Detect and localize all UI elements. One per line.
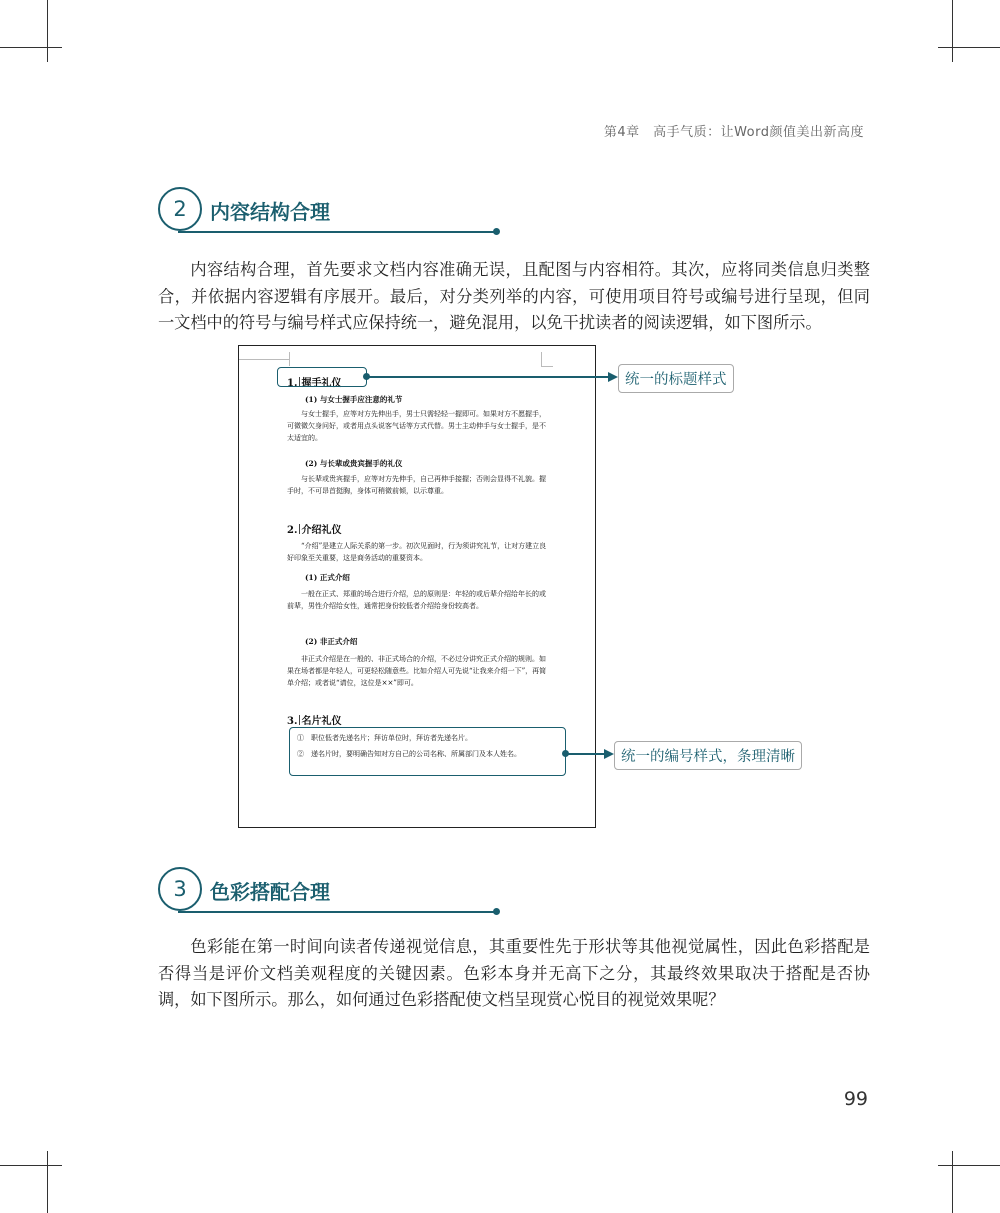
crop-mark bbox=[47, 1151, 48, 1213]
doc-body-text: 与女士握手，应等对方先伸出手，男士只需轻轻一握即可。如果对方不愿握手，可微微欠身问好，或者用点头说客气话等方式代替。男士主动伸手与女士握手，是不太适宜的。 bbox=[287, 410, 546, 442]
doc-body-text: 与长辈或贵宾握手，应等对方先伸手，自己再伸手接握；否则会显得不礼貌。握手时，不可昂首挺胸，身体可稍微前倾，以示尊重。 bbox=[287, 475, 546, 495]
section-title: 色彩搭配合理 bbox=[206, 876, 334, 905]
doc-body-text: 非正式介绍是在一般的、非正式场合的介绍，不必过分讲究正式介绍的规则。如果在场者都是年轻人，可更轻松随意些。比如介绍人可先说“让我来介绍一下”，再简单介绍；或者说“请位，这位是××”即可。 bbox=[287, 655, 547, 687]
section-paragraph: 内容结构合理，首先要求文档内容准确无误，且配图与内容相符。其次，应将同类信息归类整合，并依据内容逻辑有序展开。最后，对分类列举的内容，可使用项目符号或编号进行呈现，但同一文档中的符号与编号样式应保持统一，避免混用，以免干扰读者的阅读逻辑，如下图所示。 bbox=[158, 260, 870, 332]
doc-heading-2: (1) 正式介绍 bbox=[305, 573, 350, 582]
crop-mark bbox=[952, 1151, 953, 1213]
crop-mark bbox=[938, 47, 1000, 48]
callout-heading-style: 统一的标题样式 bbox=[618, 364, 734, 393]
doc-heading-2: (2) 非正式介绍 bbox=[305, 637, 358, 646]
margin-mark bbox=[289, 352, 290, 366]
running-header: 第4章 高手气质：让Word颜值美出新高度 bbox=[603, 125, 864, 140]
heading-underline bbox=[178, 911, 496, 913]
doc-body-text: 一般在正式、郑重的场合进行介绍，总的原则是：年轻的或后辈介绍给年长的或前辈，男性介绍给女性，通常把身份较低者介绍给身份较高者。 bbox=[287, 590, 546, 610]
section-title: 内容结构合理 bbox=[206, 196, 334, 225]
crop-mark bbox=[47, 0, 48, 62]
heading-highlight-box bbox=[277, 367, 367, 387]
doc-heading-1: 1. 握手礼仪 bbox=[287, 378, 342, 389]
doc-heading-2: (1) 与女士握手应注意的礼节 bbox=[305, 395, 403, 404]
list-highlight-box bbox=[289, 727, 566, 776]
arrow-head bbox=[604, 749, 614, 759]
section-paragraph: 色彩能在第一时间向读者传递视觉信息，其重要性先于形状等其他视觉属性，因此色彩搭配是否得当是评价文档美观程度的关键因素。色彩本身并无高下之分，其最终效果取决于搭配是否协调，如下图所示。那么，如何通过色彩搭配使文档呈现赏心悦目的视觉效果呢？ bbox=[158, 937, 870, 1009]
doc-list-item: ① 职位低者先递名片；拜访单位时，拜访者先递名片。 bbox=[297, 734, 472, 742]
page-number: 99 bbox=[843, 1088, 868, 1110]
margin-mark bbox=[541, 352, 542, 366]
doc-heading-2: (2) 与长辈或贵宾握手的礼仪 bbox=[305, 459, 403, 468]
section-heading bbox=[158, 187, 498, 237]
section-number: 2 bbox=[173, 197, 187, 221]
arrow-line bbox=[367, 376, 608, 378]
doc-list-item: ② 递名片时，要明确告知对方自己的公司名称、所属部门及本人姓名。 bbox=[297, 750, 521, 758]
heading-dot bbox=[493, 228, 500, 235]
margin-mark bbox=[541, 366, 553, 367]
section-heading bbox=[158, 867, 498, 917]
crop-mark bbox=[0, 47, 62, 48]
doc-body-text: “介绍”是建立人际关系的第一步。初次见面时，行为须讲究礼节，让对方建立良好印象至关重要，这是商务活动的重要资本。 bbox=[287, 542, 547, 562]
arrow-head bbox=[608, 372, 618, 382]
margin-mark bbox=[239, 359, 289, 360]
crop-mark bbox=[0, 1165, 62, 1166]
heading-dot bbox=[493, 908, 500, 915]
section-number: 3 bbox=[173, 877, 187, 901]
heading-underline bbox=[178, 231, 496, 233]
arrow-line bbox=[566, 753, 604, 755]
doc-heading-1: 3. 名片礼仪 bbox=[287, 716, 342, 727]
crop-mark bbox=[952, 0, 953, 62]
crop-mark bbox=[938, 1165, 1000, 1166]
callout-numbering-style: 统一的编号样式，条理清晰 bbox=[614, 741, 802, 770]
doc-heading-1: 2. 介绍礼仪 bbox=[287, 525, 342, 536]
